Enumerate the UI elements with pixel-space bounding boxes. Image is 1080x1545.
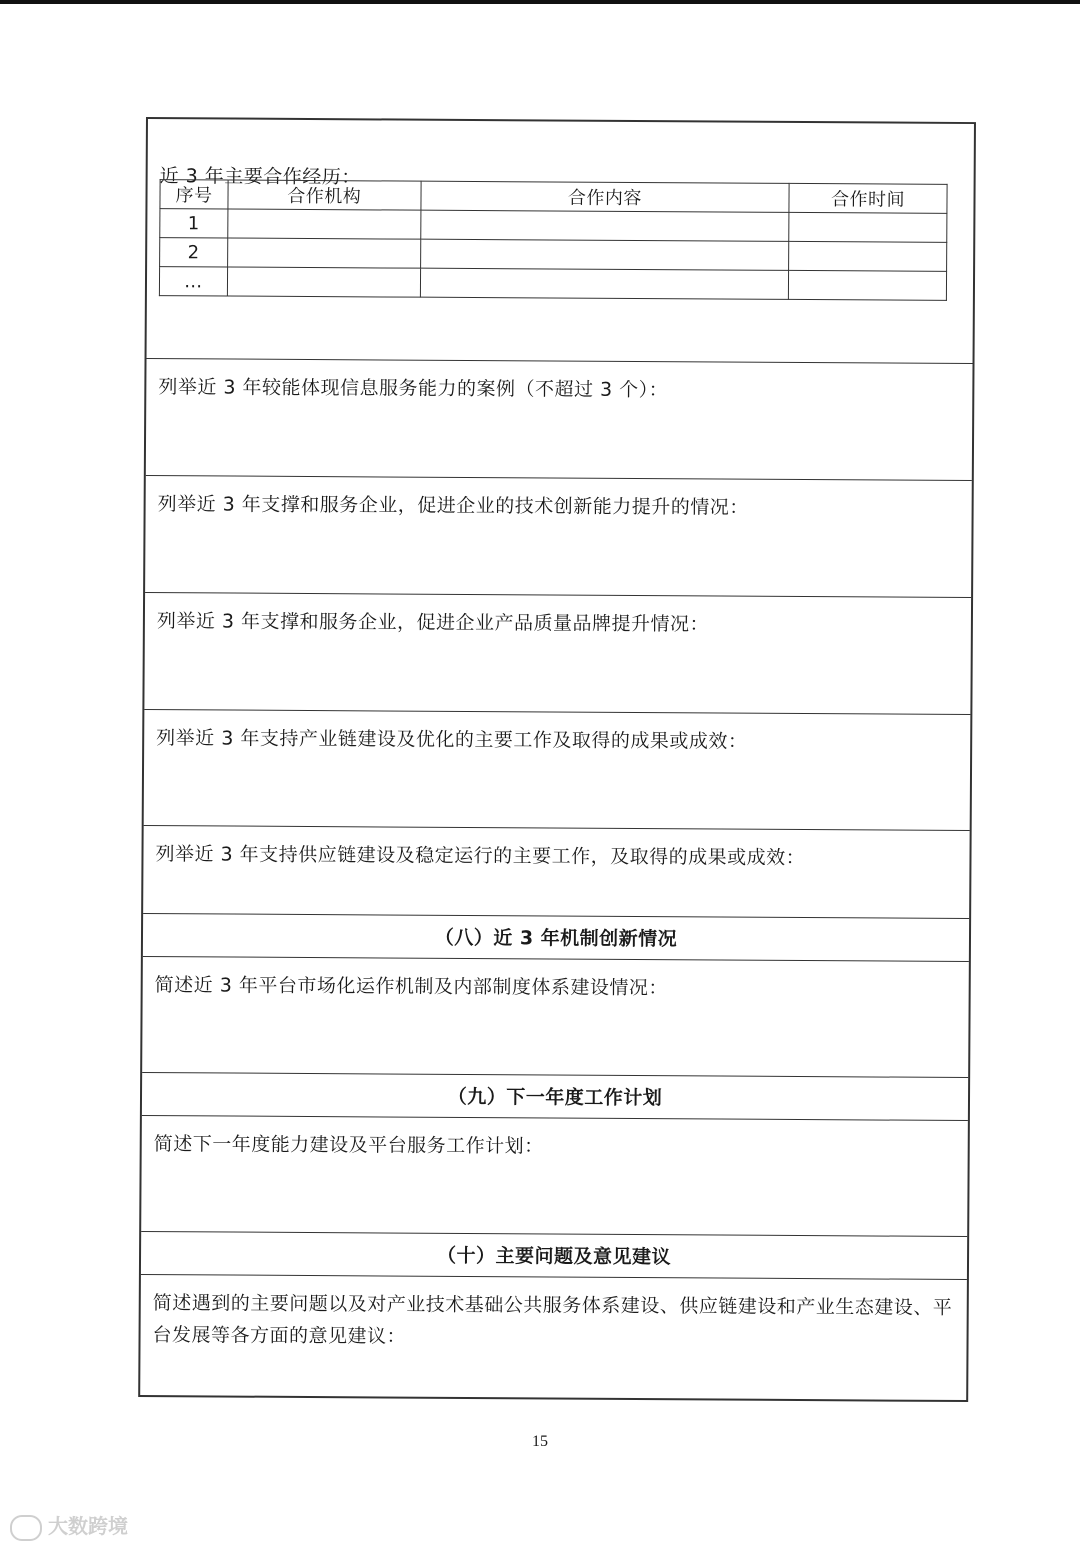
table-row [159, 267, 946, 301]
page-number: 15 [532, 1433, 548, 1450]
issues-section[interactable] [140, 1275, 967, 1400]
row-time[interactable] [789, 270, 947, 300]
header-content: 合作内容 [421, 181, 790, 212]
header-time: 合作时间 [789, 183, 947, 213]
tech-innovation-section[interactable] [145, 476, 972, 598]
issues-heading-text: （十）主要问题及意见建议 [436, 1244, 672, 1269]
industry-chain-label: 列举近 3 年支持产业链建设及优化的主要工作及取得的成果或成效： [156, 727, 748, 753]
quality-brand-label: 列举近 3 年支撑和服务企业，促进企业产品质量品牌提升情况： [156, 610, 710, 636]
scan-top-edge [0, 0, 1080, 4]
header-institution: 合作机构 [228, 180, 421, 210]
watermark [10, 1510, 128, 1541]
industry-chain-section[interactable] [144, 710, 971, 831]
mechanism-label: 简述近 3 年平台市场化运作机制及内部制度体系建设情况： [154, 974, 668, 1000]
supply-chain-label: 列举近 3 年支持供应链建设及稳定运行的主要工作，及取得的成果或成效： [155, 843, 806, 870]
row-institution[interactable] [228, 238, 421, 268]
plan-heading-text: （九）下一年度工作计划 [447, 1085, 663, 1110]
report-form [138, 117, 976, 1402]
mechanism-section[interactable] [142, 957, 969, 1078]
quality-brand-section[interactable] [144, 593, 971, 715]
row-time[interactable] [789, 212, 947, 242]
cooperation-title: 近 3 年主要合作经历： [159, 165, 361, 189]
row-time[interactable] [789, 241, 947, 271]
plan-label: 简述下一年度能力建设及平台服务工作计划： [153, 1133, 544, 1158]
row-content[interactable] [420, 210, 789, 241]
supply-chain-section[interactable] [143, 826, 970, 919]
mechanism-heading-text: （八）近 3 年机制创新情况 [434, 926, 678, 951]
row-index: 2 [160, 238, 228, 267]
chat-bubble-icon [10, 1515, 42, 1541]
row-index: … [159, 267, 227, 296]
cooperation-section [147, 119, 974, 364]
info-service-label: 列举近 3 年较能体现信息服务能力的案例（不超过 3 个）： [158, 376, 669, 402]
header-index: 序号 [160, 180, 228, 209]
plan-heading [142, 1073, 968, 1121]
row-content[interactable] [420, 239, 789, 270]
issues-heading [141, 1232, 967, 1280]
cooperation-table [159, 179, 948, 301]
row-institution[interactable] [227, 267, 420, 297]
issues-label: 简述遇到的主要问题以及对产业技术基础公共服务体系建设、供应链建设和产业生态建设、平台发展等各方面的意见建议： [152, 1292, 953, 1348]
row-index: 1 [160, 209, 228, 238]
mechanism-heading [143, 914, 969, 962]
watermark-text: 大数跨境 [48, 1514, 128, 1538]
plan-section[interactable] [141, 1116, 968, 1237]
row-content[interactable] [420, 268, 789, 299]
row-institution[interactable] [228, 209, 421, 239]
info-service-section[interactable] [146, 359, 973, 481]
tech-innovation-label: 列举近 3 年支撑和服务企业，促进企业的技术创新能力提升的情况： [157, 493, 749, 519]
